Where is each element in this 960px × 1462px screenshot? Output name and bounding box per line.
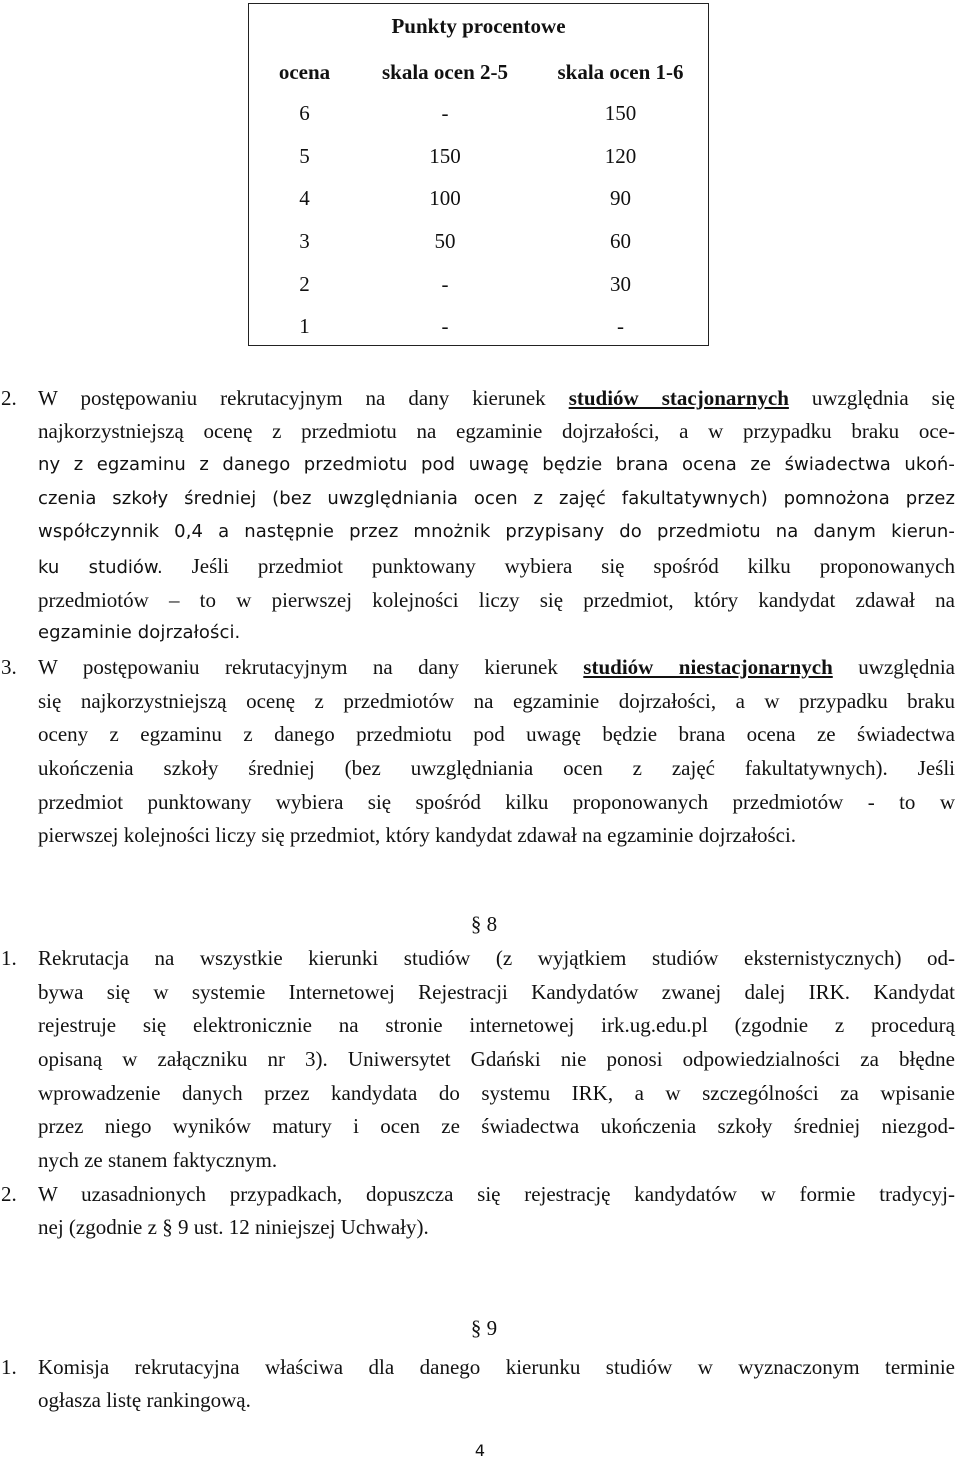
page-number: 4 bbox=[474, 1441, 486, 1460]
paragraph-number: 1. bbox=[1, 946, 17, 970]
paragraph-line bbox=[38, 655, 955, 679]
table-cell: - bbox=[441, 314, 449, 338]
table-header-row bbox=[249, 60, 708, 90]
paragraph-line: przez niego wyników matury i ocen ze świadectwa ukończenia szkoły średniej niezgod- bbox=[38, 1114, 955, 1138]
table-row bbox=[249, 144, 708, 174]
percentage-points-table bbox=[248, 3, 709, 346]
paragraph-line: nej (zgodnie z § 9 ust. 12 niniejszej Uchwały). bbox=[38, 1215, 429, 1239]
table-row bbox=[249, 186, 708, 216]
paragraph-line: współczynnik 0,4 a następnie przez mnożnik przypisany do przedmiotu na danym kierun- bbox=[38, 521, 955, 542]
table-cell: 4 bbox=[299, 186, 310, 210]
paragraph-line: się najkorzystniejszą ocenę z przedmiotów na egzaminie dojrzałości, a w przypadku braku bbox=[38, 689, 955, 713]
table-cell: - bbox=[441, 272, 449, 296]
text-span: uwzględnia się bbox=[788, 386, 956, 410]
table-cell: 6 bbox=[299, 101, 310, 125]
paragraph-line: Komisja rekrutacyjna właściwa dla danego kierunku studiów w wyznaczonym terminie bbox=[38, 1355, 955, 1379]
table-cell: 3 bbox=[299, 229, 310, 253]
paragraph-line: rejestruje się elektronicznie na stronie internetowej irk.ug.edu.pl (zgodnie z procedurą bbox=[38, 1013, 955, 1037]
paragraph-number: 3. bbox=[1, 655, 17, 679]
table-row bbox=[249, 101, 708, 131]
table-cell: 150 bbox=[604, 101, 637, 125]
non-stationary-studies-emphasis: studiów niestacjonarnych bbox=[583, 655, 833, 679]
table-row bbox=[249, 272, 708, 302]
paragraph-line: przedmiot punktowany wybiera się spośród kilku proponowanych przedmiotów - to w bbox=[38, 790, 955, 814]
paragraph-line: opisaną w załączniku nr 3). Uniwersytet Gdański nie ponosi odpowiedzialności za błędne bbox=[38, 1047, 955, 1071]
section-heading-text: § 9 bbox=[470, 1316, 498, 1340]
table-cell: 30 bbox=[610, 272, 631, 296]
paragraph-line: przedmiotów – to w pierwszej kolejności liczy się przedmiot, który kandydat zdawał na bbox=[38, 588, 955, 612]
table-cell: 5 bbox=[299, 144, 310, 168]
table-cell: 100 bbox=[429, 186, 461, 210]
text-span: ku studiów. bbox=[38, 557, 163, 578]
stationary-studies-emphasis: studiów stacjonarnych bbox=[568, 386, 789, 410]
table-cell: 2 bbox=[299, 272, 310, 296]
table-cell: 150 bbox=[429, 144, 461, 168]
table-cell: 60 bbox=[610, 229, 631, 253]
paragraph-line: najkorzystniejszą ocenę z przedmiotu na egzaminie dojrzałości, a w przypadku braku oce- bbox=[38, 419, 955, 443]
header-ocena: ocena bbox=[278, 60, 331, 84]
paragraph-line bbox=[38, 554, 955, 578]
table-cell: 50 bbox=[434, 229, 456, 253]
paragraph-line: egzaminie dojrzałości. bbox=[38, 622, 241, 643]
section-9-heading bbox=[0, 1316, 960, 1341]
text-span: W postępowaniu rekrutacyjnym na dany kierunek bbox=[38, 655, 584, 679]
section-heading-text: § 8 bbox=[470, 912, 498, 936]
paragraph-line: pierwszej kolejności liczy się przedmiot, który kandydat zdawał na egzaminie dojrzałości. bbox=[38, 823, 797, 847]
header-scale-2-5: skala ocen 2-5 bbox=[382, 60, 508, 84]
table-cell: - bbox=[441, 101, 449, 125]
table-title: Punkty procentowe bbox=[391, 14, 566, 38]
text-span: W postępowaniu rekrutacyjnym na dany kierunek bbox=[38, 386, 569, 410]
paragraph-line: czenia szkoły średniej (bez uwzględniania ocen z zajęć fakultatywnych) pomnożona przez bbox=[38, 488, 955, 509]
text-span: Jeśli przedmiot punktowany wybiera się spośród kilku proponowanych bbox=[162, 554, 955, 578]
paragraph-number: 2. bbox=[1, 1182, 17, 1206]
table-cell: 90 bbox=[610, 186, 631, 210]
table-cell: - bbox=[617, 314, 624, 338]
header-scale-1-6: skala ocen 1-6 bbox=[557, 60, 684, 84]
paragraph-number: 1. bbox=[1, 1355, 17, 1379]
paragraph-line: ogłasza listę rankingową. bbox=[38, 1388, 251, 1412]
paragraph-line: nych ze stanem faktycznym. bbox=[38, 1148, 278, 1172]
table-row bbox=[249, 314, 708, 344]
paragraph-line: oceny z egzaminu z danego przedmiotu pod uwagę będzie brana ocena ze świadectwa bbox=[38, 722, 955, 746]
paragraph-line: W uzasadnionych przypadkach, dopuszcza się rejestrację kandydatów w formie tradycyj- bbox=[38, 1182, 955, 1206]
table-cell: 120 bbox=[604, 144, 637, 168]
paragraph-line: bywa się w systemie Internetowej Rejestracji Kandydatów zwanej dalej IRK. Kandydat bbox=[38, 980, 955, 1004]
table-cell: 1 bbox=[299, 314, 310, 338]
text-span: uwzględnia bbox=[832, 655, 956, 679]
section-8-heading bbox=[0, 912, 960, 937]
paragraph-line bbox=[38, 386, 955, 410]
paragraph-line: Rekrutacja na wszystkie kierunki studiów (z wyjątkiem studiów eksternistycznych) od- bbox=[38, 946, 955, 970]
table-row bbox=[249, 229, 708, 259]
paragraph-line: ny z egzaminu z danego przedmiotu pod uwagę będzie brana ocena ze świadectwa ukoń- bbox=[38, 454, 955, 475]
paragraph-line: ukończenia szkoły średniej (bez uwzględniania ocen z zajęć fakultatywnych). Jeśli bbox=[38, 756, 955, 780]
paragraph-line: wprowadzenie danych przez kandydata do systemu IRK, a w szczególności za wpisanie bbox=[38, 1081, 955, 1105]
paragraph-number: 2. bbox=[1, 386, 17, 410]
